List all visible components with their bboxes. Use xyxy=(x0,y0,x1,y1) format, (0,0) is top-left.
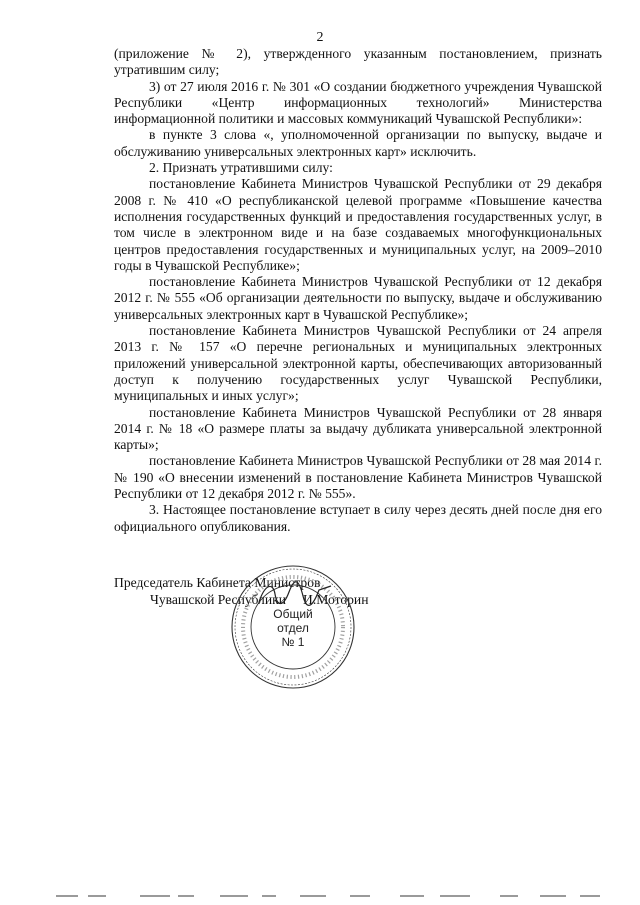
body-paragraph: 3. Настоящее постановление вступает в силу через десять дней после дня его официального опубликования. xyxy=(114,502,602,534)
body-paragraph: 2. Признать утратившими силу: xyxy=(149,160,333,176)
body-paragraph: постановление Кабинета Министров Чувашской Республики от 12 декабря 2012 г. № 555 «Об организации деятельности по выпуску, выдаче и обслуживанию универсальных электронных карт в Чувашской Республике»; xyxy=(114,274,602,322)
body-paragraph: постановление Кабинета Министров Чувашской Республики от 24 апреля 2013 г. № 157 «О перечне региональных и муниципальных электронных приложений универсальной электронной карты, обеспечивающих авторизованный доступ к получению государственных услуг Чувашской Республики, муниципальных и иных услуг»; xyxy=(114,323,602,404)
handwritten-signature xyxy=(255,578,335,610)
body-paragraph: постановление Кабинета Министров Чувашской Республики от 29 декабря 2008 г. № 410 «О республиканской целевой программе «Повышение качества исполнения государственных функций и предоставления государственных услуг, в том числе в электронном виде и на базе создаваемых многофункциональных центров предоставления государственных и муниципальных услуг, на 2009–2010 годы в Чувашской Республике»; xyxy=(114,176,602,273)
seal-inner-text-3: № 1 xyxy=(281,635,305,649)
signatory-name: И.Моторин xyxy=(303,592,369,607)
body-paragraph: (приложение № 2), утвержденного указанным постановлением, признать утратившим силу; xyxy=(114,46,602,78)
body-paragraph: постановление Кабинета Министров Чувашской Республики от 28 января 2014 г. № 18 «О размере платы за выдачу дубликата универсальной электронной карты»; xyxy=(114,404,602,453)
signatory-title-line1: Председатель Кабинета Министров xyxy=(114,575,321,590)
page-number: 2 xyxy=(316,30,324,45)
signatory-title-line2: Чувашской Республики xyxy=(150,592,286,607)
document-body xyxy=(114,46,602,535)
body-paragraph: постановление Кабинета Министров Чувашской Республики от 28 мая 2014 г. № 190 «О внесении изменений в постановление Кабинета Министров Чувашской Республики от 12 декабря 2012 г. № 555». xyxy=(114,453,602,502)
body-paragraph: 3) от 27 июля 2016 г. № 301 «О создании бюджетного учреждения Чувашской Республики «Центр информационных технологий» Министерства информационной политики и массовых коммуникаций Чувашской Республики»: xyxy=(114,78,602,127)
seal-inner-text-1: Общий xyxy=(273,607,313,621)
scan-footer-artifact xyxy=(0,894,640,900)
seal-inner-text-2: отдел xyxy=(277,621,309,635)
body-paragraph: в пункте 3 слова «, уполномоченной организации по выпуску, выдаче и обслуживанию универсальных электронных карт» исключить. xyxy=(114,127,602,159)
